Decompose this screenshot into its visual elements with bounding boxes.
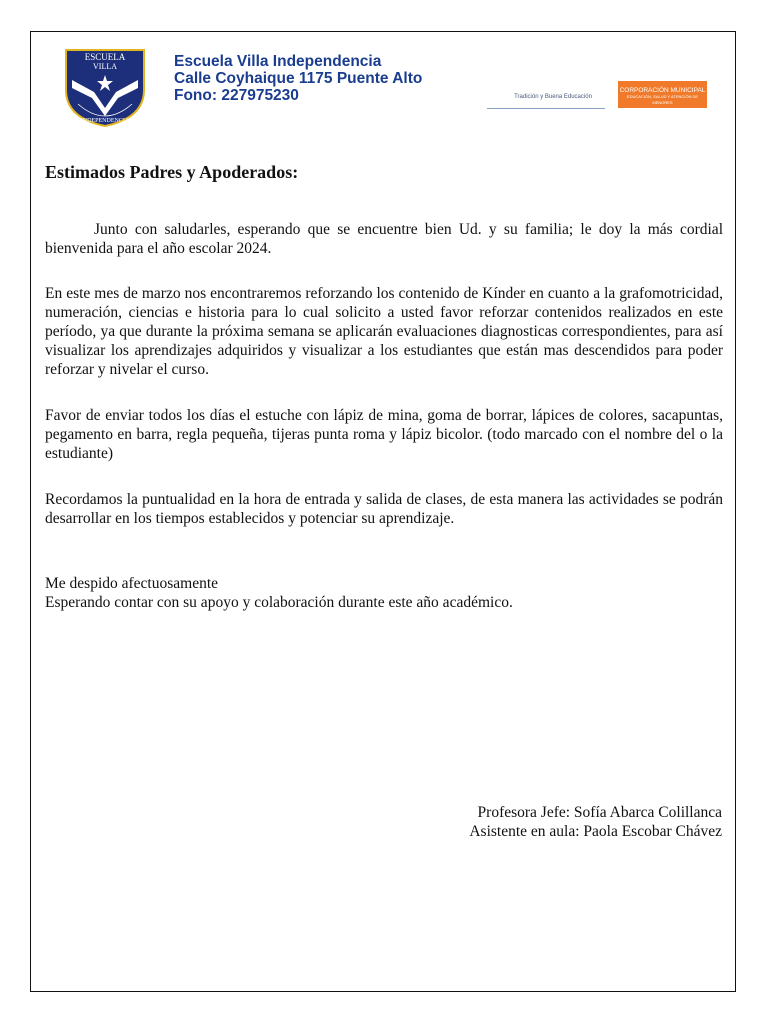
school-address: Calle Coyhaique 1175 Puente Alto <box>174 70 423 87</box>
svg-text:INDEPENDENCIA: INDEPENDENCIA <box>80 118 130 124</box>
paragraph-welcome: Junto con saludarles, esperando que se encuentre bien Ud. y su familia; le doy la más cordial bienvenida para el año escolar 2024. <box>45 221 723 257</box>
school-name: Escuela Villa Independencia <box>174 53 382 70</box>
greeting: Estimados Padres y Apoderados: <box>45 162 299 182</box>
signature-block <box>469 803 722 841</box>
closing-support: Esperando contar con su apoyo y colaboración durante este año académico. <box>45 594 513 611</box>
corporation-name: CORPORACIÓN MUNICIPAL <box>619 87 706 94</box>
school-header <box>174 53 422 104</box>
closing-farewell: Me despido afectuosamente <box>45 575 219 592</box>
slogan: Tradición y Buena Educación <box>514 94 592 100</box>
signature-assistant: Asistente en aula: Paola Escobar Chávez <box>469 823 722 840</box>
closing <box>45 574 513 612</box>
paragraph-march-content: En este mes de marzo nos encontraremos reforzando los contenido de Kínder en cuanto a la grafomotricidad, numeración, ciencias e historia para lo cual solicito a usted favor reforzar contenidos realizados en este período, ya que durante la próxima semana se aplicarán evaluaciones diagnosticas correspondientes, para así visualizar los aprendizajes adquiridos y visualizar a los estudiantes que están mas descendidos para poder reforzar y nivelar el curso. <box>45 285 723 378</box>
signature-teacher: Profesora Jefe: Sofía Abarca Colillanca <box>477 804 722 821</box>
school-phone: Fono: 227975230 <box>174 87 299 104</box>
letter-page <box>30 31 736 992</box>
paragraph-punctuality: Recordamos la puntualidad en la hora de entrada y salida de clases, de esta manera las actividades se podrán desarrollar en los tiempos establecidos y potenciar su aprendizaje. <box>45 491 723 527</box>
slogan-divider <box>487 108 605 109</box>
svg-text:ESCUELA: ESCUELA <box>84 52 126 62</box>
school-crest-logo <box>64 48 146 128</box>
corporation-logo <box>618 81 707 108</box>
svg-text:VILLA: VILLA <box>93 62 117 71</box>
paragraph-supplies: Favor de enviar todos los días el estuche con lápiz de mina, goma de borrar, lápices de colores, sacapuntas, pegamento en barra, regla pequeña, tijeras punta roma y lápiz bicolor. (todo marcado con el nombre del o la estudiante) <box>45 407 723 462</box>
corporation-subtitle: EDUCACIÓN, SALUD Y ATENCIÓN DE MENORES <box>626 94 699 105</box>
